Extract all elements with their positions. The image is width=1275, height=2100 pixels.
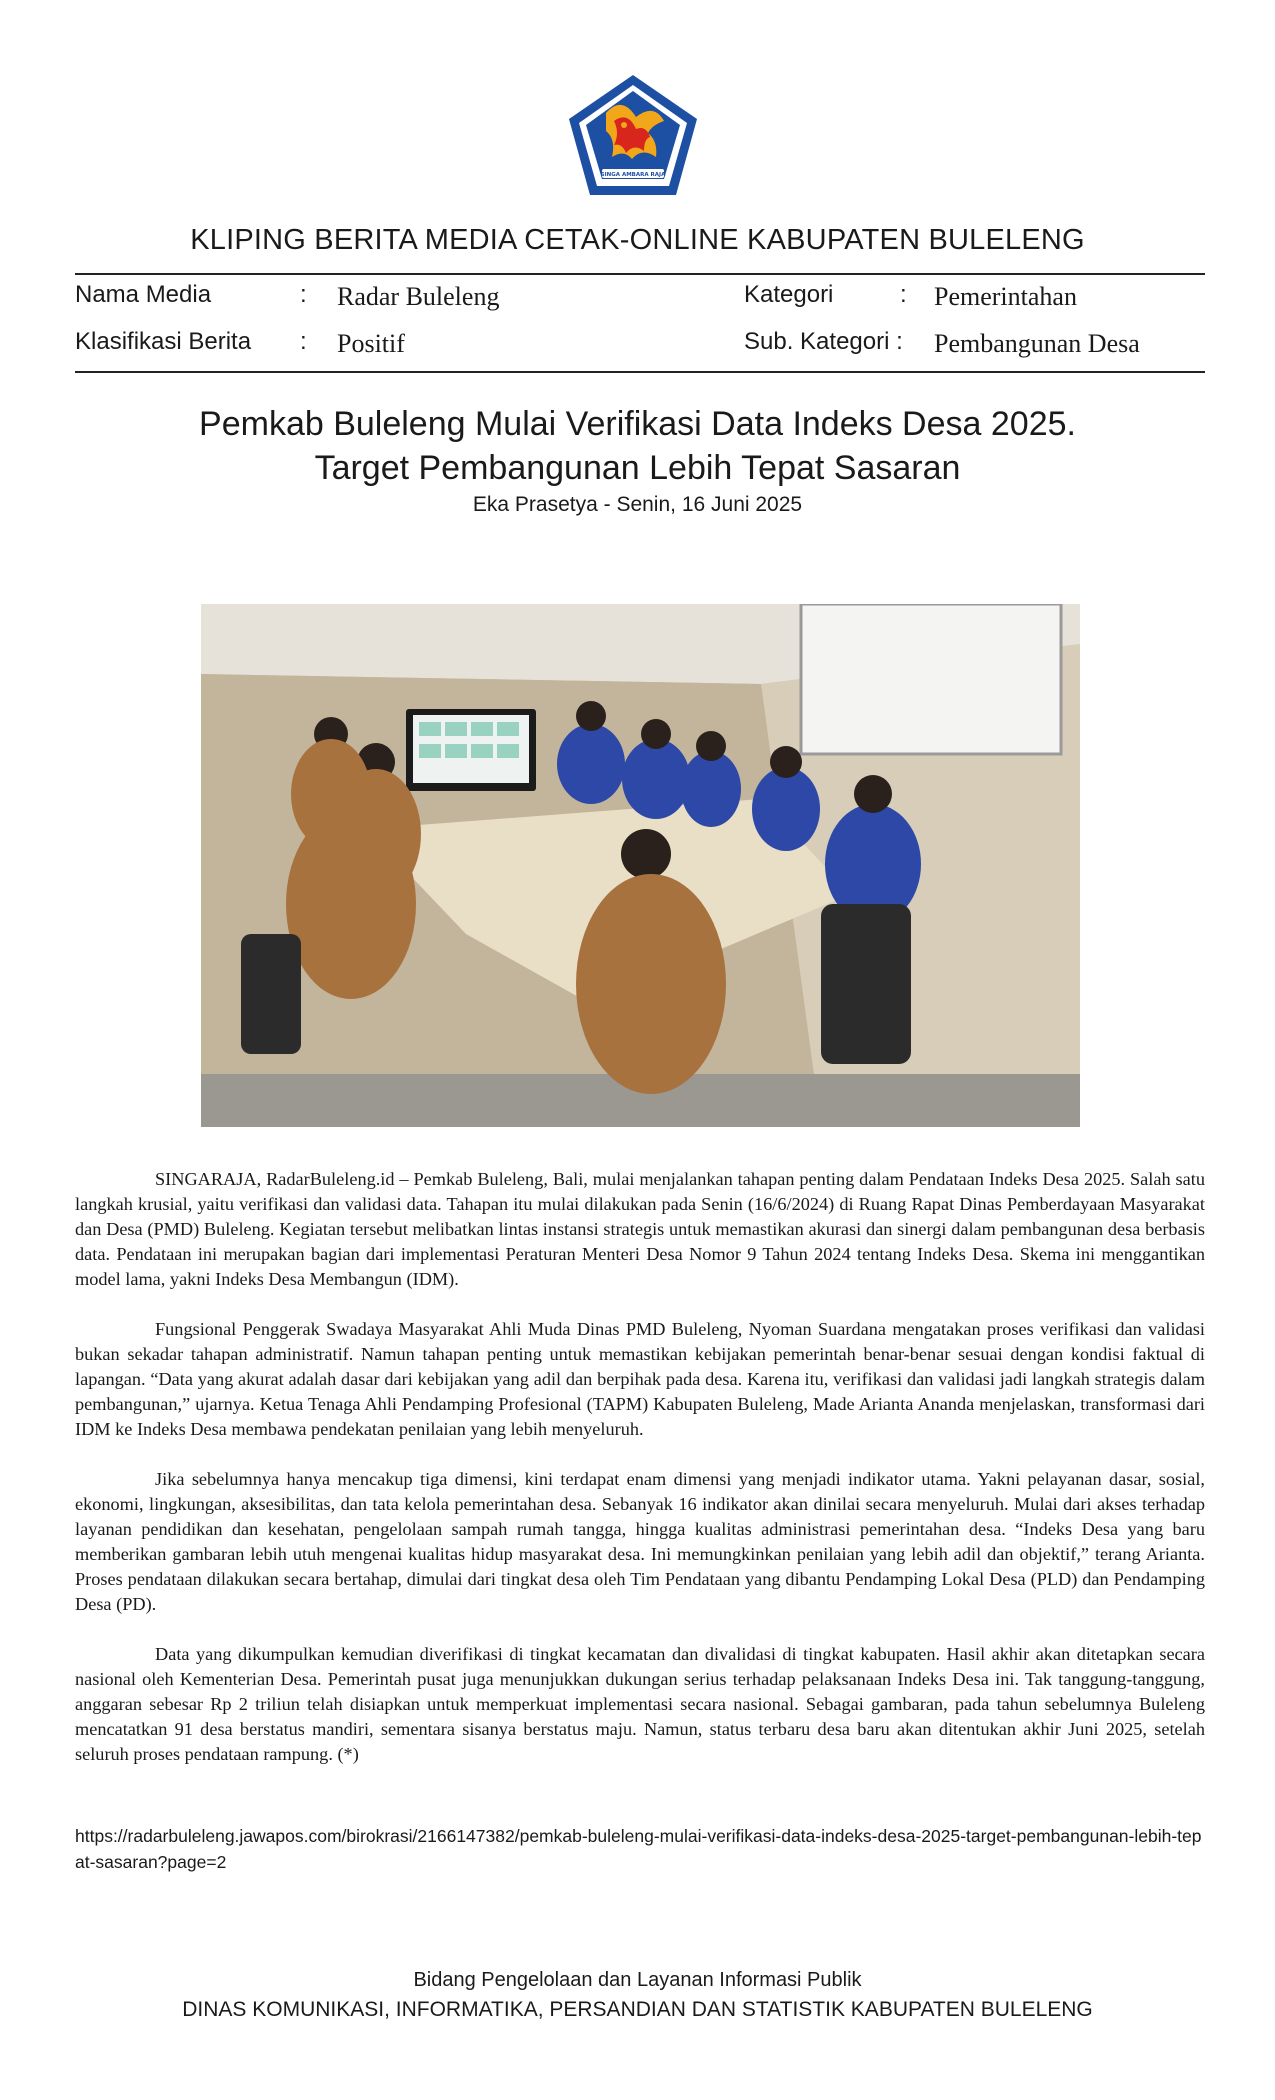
article-headline-line2: Target Pembangunan Lebih Tepat Sasaran: [314, 449, 961, 487]
category-value: Pemerintahan: [934, 282, 1077, 311]
classification-colon: :: [300, 328, 307, 355]
logo-motto: SINGA AMBARA RAJA: [600, 172, 666, 178]
article-paragraph-2: Fungsional Penggerak Swadaya Masyarakat Ahli Muda Dinas PMD Buleleng, Nyoman Suardana mengatakan proses verifikasi dan validasi bukan sekadar tahapan administratif. Namun tahapan penting untuk memastikan kebijakan pemerintah benar-benar sesuai dengan kondisi faktual di lapangan. “Data yang akurat adalah dasar dari kebijakan yang adil dan berpihak pada desa. Karena itu, verifikasi dan validasi jadi langkah strategis dalam pembangunan,” ujarnya. Ketua Tenaga Ahli Pendamping Profesional (TAPM) Kabupaten Buleleng, Made Arianta Ananda menjelaskan, transformasi dari IDM ke Indeks Desa membawa pendekatan penilaian yang lebih menyeluruh.: [75, 1319, 1205, 1439]
source-link[interactable]: https://radarbuleleng.jawapos.com/birokrasi/2166147382/pemkab-buleleng-mulai-verifikasi-data-indeks-desa-2025-target-pembangunan-lebih-tepat-sasaran?page=2: [75, 1826, 1202, 1872]
article-body: [75, 1167, 1205, 1792]
article-paragraph-1: SINGARAJA, RadarBuleleng.id – Pemkab Buleleng, Bali, mulai menjalankan tahapan penting dalam Pendataan Indeks Desa 2025. Salah satu langkah krusial, yaitu verifikasi dan validasi data. Tahapan itu mulai dilakukan pada Senin (16/6/2024) di Ruang Rapat Dinas Pemberdayaan Masyarakat dan Desa (PMD) Buleleng. Kegiatan tersebut melibatkan lintas instansi strategis untuk memastikan akurasi dan sinergi dalam pembangunan desa berbasis data. Pendataan ini merupakan bagian dari implementasi Peraturan Menteri Desa Nomor 9 Tahun 2024 tentang Indeks Desa. Skema ini menggantikan model lama, yakni Indeks Desa Membangun (IDM).: [75, 1169, 1205, 1289]
footer-division: Bidang Pengelolaan dan Layanan Informasi Publik: [413, 1969, 862, 1991]
media-name-value: Radar Buleleng: [337, 282, 500, 311]
subcategory-value: Pembangunan Desa: [934, 329, 1140, 358]
media-name-colon: :: [300, 281, 307, 308]
category-label: Kategori: [744, 281, 834, 308]
media-name-label: Nama Media: [75, 281, 212, 308]
lion-emblem-icon: [566, 73, 700, 197]
header-divider-top: [75, 273, 1205, 275]
clipping-header-title: KLIPING BERITA MEDIA CETAK-ONLINE KABUPATEN BULELENG: [190, 224, 1085, 256]
article-paragraph-4: Data yang dikumpulkan kemudian diverifikasi di tingkat kecamatan dan divalidasi di tingkat kabupaten. Hasil akhir akan ditetapkan secara nasional oleh Kementerian Desa. Pemerintah pusat juga menunjukkan dukungan serius terhadap pelaksanaan Indeks Desa ini. Tak tanggung-tanggung, anggaran sebesar Rp 2 triliun telah disiapkan untuk memperkuat implementasi secara nasional. Sebagai gambaran, pada tahun sebelumnya Buleleng mencatatkan 91 desa berstatus mandiri, sementara sisanya berstatus maju. Namun, status terbaru desa baru akan ditentukan akhir Juni 2025, setelah seluruh proses pendataan rampung. (*): [75, 1644, 1205, 1764]
footer-agency: DINAS KOMUNIKASI, INFORMATIKA, PERSANDIAN DAN STATISTIK KABUPATEN BULELENG: [182, 1998, 1093, 2021]
article-paragraph-3: Jika sebelumnya hanya mencakup tiga dimensi, kini terdapat enam dimensi yang menjadi indikator utama. Yakni pelayanan dasar, sosial, ekonomi, lingkungan, aksesibilitas, dan tata kelola pemerintahan desa. Sebanyak 16 indikator akan dinilai secara menyeluruh. Mulai dari akses terhadap layanan pendidikan dan kesehatan, pengelolaan sampah rumah tangga, hingga kualitas administrasi pemerintahan desa. “Indeks Desa yang baru memberikan gambaran lebih utuh mengenai kualitas hidup masyarakat desa. Ini memungkinkan penilaian yang lebih adil dan objektif,” terang Arianta. Proses pendataan dilakukan secara bertahap, dimulai dari tingkat desa oleh Tim Pendataan yang dibantu Pendamping Lokal Desa (PLD) dan Pendamping Desa (PD).: [75, 1469, 1205, 1614]
article-byline: Eka Prasetya - Senin, 16 Juni 2025: [472, 493, 803, 516]
header-divider-bottom: [75, 371, 1205, 373]
subcategory-label: Sub. Kategori :: [744, 328, 903, 355]
classification-value: Positif: [337, 329, 405, 358]
article-photo: [201, 604, 1080, 1127]
buleleng-regency-logo: [566, 73, 700, 197]
classification-label: Klasifikasi Berita: [75, 328, 252, 355]
article-headline-line1: Pemkab Buleleng Mulai Verifikasi Data Indeks Desa 2025.: [199, 405, 1076, 443]
category-colon: :: [900, 281, 907, 308]
